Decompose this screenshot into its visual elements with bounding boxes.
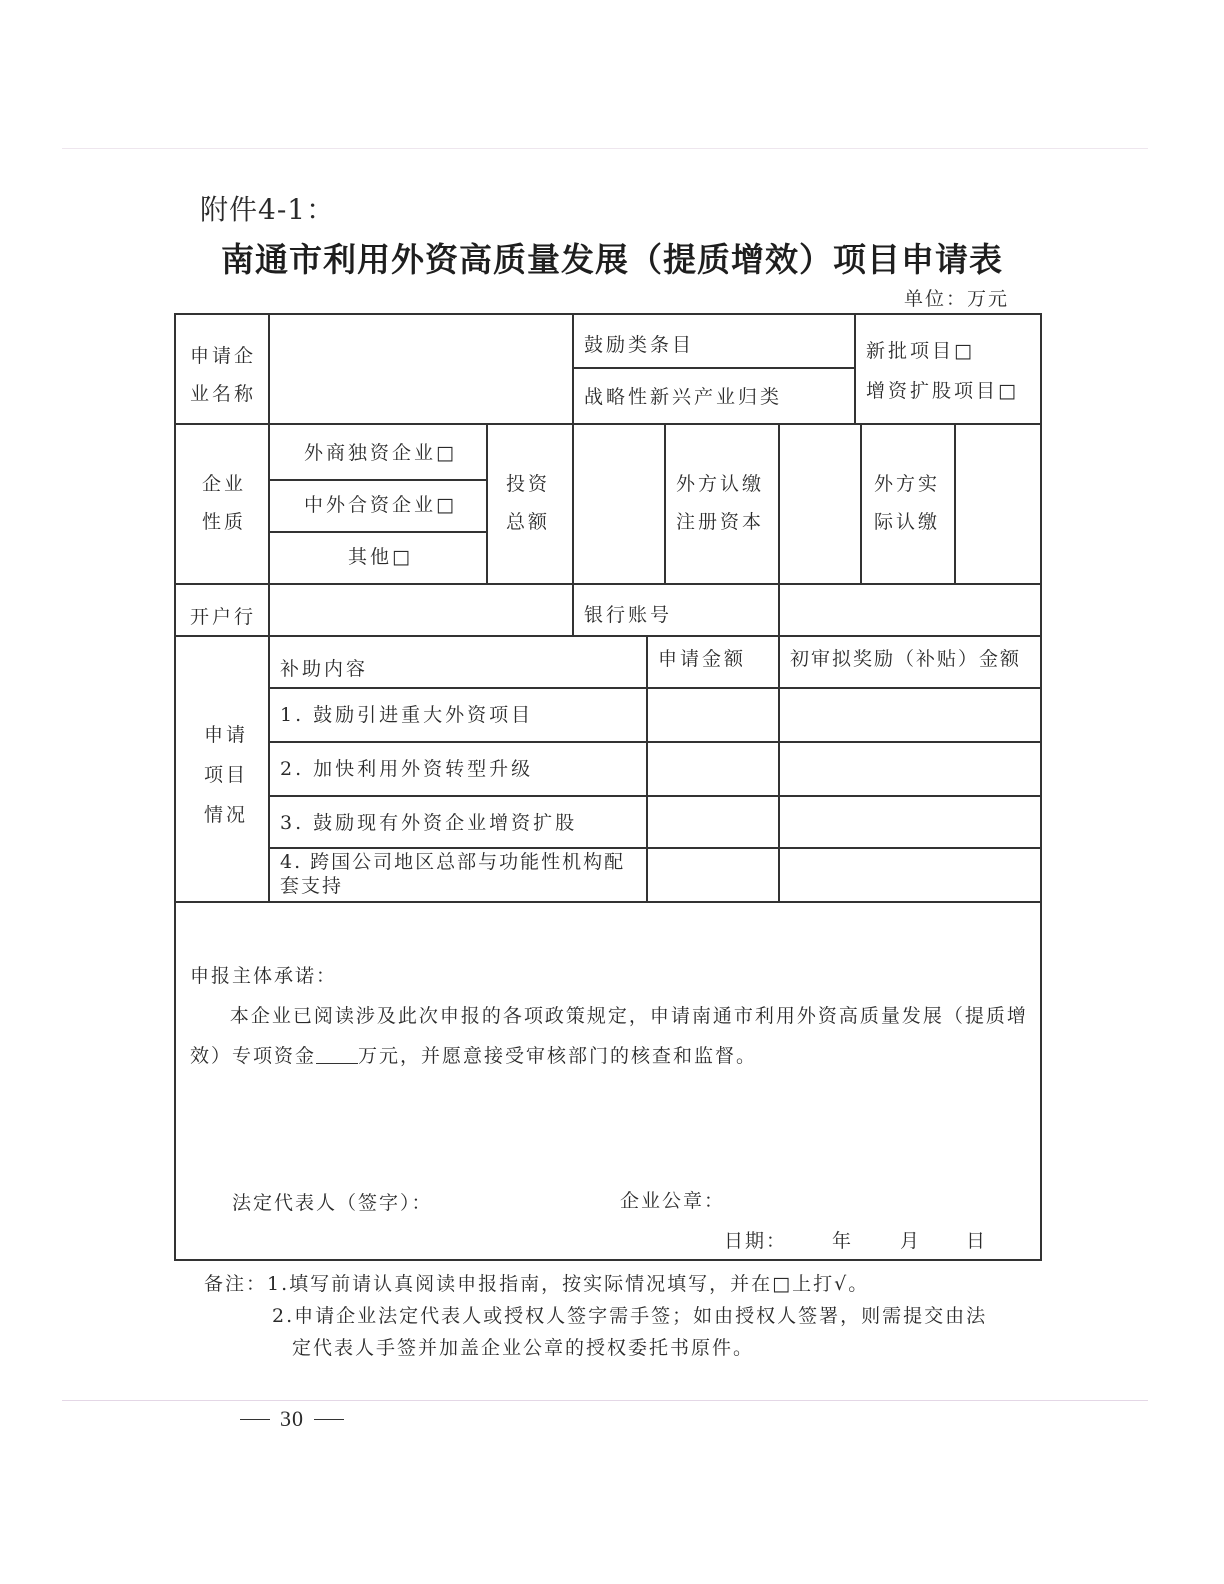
application-form [174,313,1042,1261]
project-col-line-b [778,635,780,901]
row2-col-line-c [664,423,666,583]
note-2a: 2.申请企业法定代表人或授权人签字需手签；如由授权人签署，则需提交由法 [272,1305,988,1327]
bank-field[interactable] [272,587,568,631]
review-amount-field-3[interactable] [782,799,1038,843]
new-project-checkbox[interactable]: □ [954,340,975,362]
foreign-paid-capital-field[interactable] [958,427,1038,579]
bottom-rule [62,1400,1148,1401]
top-rule [62,148,1148,149]
strategic-category-label: 战略性新兴产业归类 [584,386,783,408]
nature-line-1 [268,479,486,481]
apply-amount-field-3[interactable] [650,799,774,843]
project-item-2: 2. 加快利用外资转型升级 [280,758,534,780]
row2-col-line-b [572,423,574,583]
review-amount-field-1[interactable] [782,691,1038,737]
foreign-registered-capital-label: 外方认缴 注册资本 [676,473,765,533]
capital-increase-option[interactable]: 增资扩股项目□ [866,380,1019,402]
subsidy-content-header: 补助内容 [280,658,369,680]
date-label: 日期： [724,1230,788,1252]
apply-amount-header: 申请金额 [658,648,747,670]
project-line-3 [268,795,1040,797]
wfoe-option[interactable]: 外商独资企业□ [304,442,457,464]
apply-amount-field-4[interactable] [650,851,774,897]
apply-amount-field-1[interactable] [650,691,774,737]
project-line-2 [268,741,1040,743]
row3-col-line-a [572,583,574,635]
attachment-label: 附件4-1： [200,193,336,226]
project-item-4: 4. 跨国公司地区总部与功能性机构配套支持 [280,851,626,897]
form-title: 南通市利用外资高质量发展（提质增效）项目申请表 [221,240,1003,279]
foreign-registered-capital-field[interactable] [782,427,856,579]
project-section-label: 申请 项目 情况 [204,724,249,826]
foreign-paid-capital-label: 外方实 际认缴 [874,473,941,533]
review-amount-header: 初审拟奖励（补贴）金额 [790,648,1022,670]
account-field[interactable] [782,587,1038,631]
other-option[interactable]: 其他□ [348,546,413,568]
unit-label: 单位：万元 [904,288,1010,310]
other-checkbox[interactable]: □ [392,546,413,568]
wfoe-checkbox[interactable]: □ [436,442,457,464]
company-name-label: 申请企 业名称 [190,345,257,405]
notes [204,1268,1044,1364]
legal-rep-signature-field[interactable] [450,1186,600,1216]
note-2b: 定代表人手签并加盖企业公章的授权委托书原件。 [292,1337,755,1359]
row2-col-line-d [778,423,780,583]
company-seal-label: 企业公章： [620,1190,726,1212]
row3-bottom-line [176,635,1040,637]
account-label: 银行账号 [584,604,673,626]
jv-checkbox[interactable]: □ [436,494,457,516]
total-investment-field[interactable] [576,427,660,579]
project-col-line-a [646,635,648,901]
promise-amount-blank[interactable] [316,1045,358,1064]
project-item-3: 3. 鼓励现有外资企业增资扩股 [280,812,578,834]
new-project-option[interactable]: 新批项目□ [866,340,975,362]
review-amount-field-2[interactable] [782,745,1038,791]
date-month: 月 [900,1230,922,1252]
row1-col-line-a [572,315,574,423]
review-amount-field-4[interactable] [782,851,1038,897]
date-year: 年 [832,1230,854,1252]
row2-col-line-e [860,423,862,583]
row2-bottom-line [176,583,1040,585]
date-day: 日 [966,1230,988,1252]
jv-option[interactable]: 中外合资企业□ [304,494,457,516]
encouraged-item-field[interactable] [576,317,850,365]
total-investment-label: 投资 总额 [506,473,551,533]
capital-increase-checkbox[interactable]: □ [998,380,1019,402]
promise-heading: 申报主体承诺： [190,965,338,987]
promise-text: 本企业已阅读涉及此次申报的各项政策规定，申请南通市利用外资高质量发展（提质增效）专项资金 万元，并愿意接受审核部门的核查和监督。 [190,1005,1028,1067]
row2-col-line-a [486,423,488,583]
row1-bottom-line [176,423,1040,425]
encouraged-item-label: 鼓励类条目 [584,334,695,356]
row1-mid-line [572,367,854,369]
page-number: 30 [230,1406,354,1432]
enterprise-nature-label: 企业 性质 [202,473,247,533]
promise-section [190,956,1038,1076]
project-line-1 [268,687,1040,689]
label-col-line [268,315,270,901]
project-bottom-line [176,901,1040,903]
company-name-field[interactable] [272,317,568,421]
apply-amount-field-2[interactable] [650,745,774,791]
note-1: 备注：1.填写前请认真阅读申报指南，按实际情况填写，并在□上打√。 [204,1273,870,1295]
project-line-4 [268,847,1040,849]
row2-col-line-f [954,423,956,583]
row1-col-line-b [854,315,856,423]
legal-rep-signature-label: 法定代表人（签字）： [232,1192,433,1214]
bank-label: 开户行 [190,606,257,628]
nature-line-2 [268,531,486,533]
row3-col-line-b [778,583,780,635]
project-item-1: 1. 鼓励引进重大外资项目 [280,704,534,726]
